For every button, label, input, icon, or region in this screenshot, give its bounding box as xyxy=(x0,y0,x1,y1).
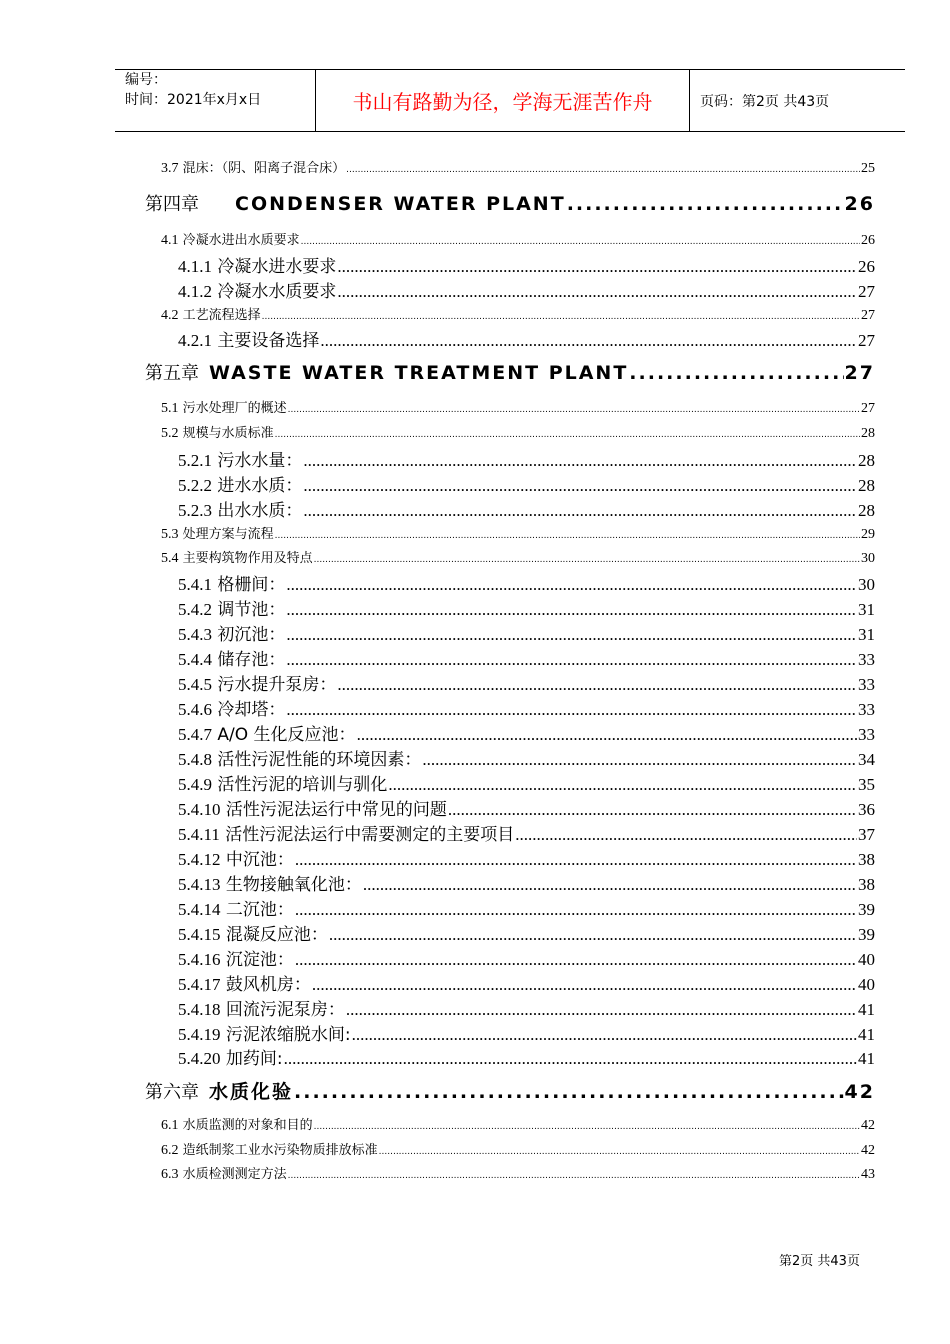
toc-entry[interactable] xyxy=(161,547,875,567)
toc-entry-title xyxy=(161,1163,287,1183)
toc-page-number: 25 xyxy=(861,161,875,176)
toc-entry[interactable] xyxy=(178,695,875,720)
toc-section-title: 格栅间： xyxy=(217,575,286,595)
toc-section-number: 4.2 xyxy=(161,308,179,323)
toc-section-number: 6.1 xyxy=(161,1118,179,1133)
toc-entry-title xyxy=(178,970,311,995)
toc-entry[interactable] xyxy=(178,920,875,945)
toc-section-number: 5.1 xyxy=(161,401,179,416)
toc-section-number: 5.4.18 xyxy=(178,1000,221,1019)
toc-entry-title xyxy=(145,190,566,216)
toc-section-number: 3.7 xyxy=(161,161,179,176)
toc-section-title: 调节池： xyxy=(217,600,286,620)
toc-entry[interactable] xyxy=(178,870,875,895)
toc-dot-leader xyxy=(275,430,860,440)
toc-dot-leader xyxy=(286,600,857,620)
toc-section-number: 5.4.17 xyxy=(178,975,221,994)
toc-page-number: 40 xyxy=(858,950,875,969)
toc-page-number: 33 xyxy=(858,650,875,669)
toc-page-number: 27 xyxy=(858,331,875,350)
toc-dot-leader xyxy=(629,362,843,384)
toc-section-number: 5.4.1 xyxy=(178,575,212,594)
toc-section-number: 5.2.1 xyxy=(178,451,212,470)
toc-entry-title xyxy=(161,422,274,442)
toc-section-number: 5.2.3 xyxy=(178,501,212,520)
toc-dot-leader xyxy=(312,975,857,995)
toc-dot-leader xyxy=(337,675,857,695)
toc-entry[interactable] xyxy=(178,795,875,820)
toc-page-number: 42 xyxy=(844,1081,875,1103)
toc-dot-leader xyxy=(286,625,857,645)
toc-entry-title xyxy=(178,695,285,720)
toc-section-number: 4.1.2 xyxy=(178,282,212,301)
toc-dot-leader xyxy=(288,405,860,415)
toc-page-number: 38 xyxy=(858,850,875,869)
toc-entry-title xyxy=(178,795,447,820)
toc-entry-title xyxy=(161,157,345,177)
toc-entry[interactable] xyxy=(161,523,875,543)
toc-section-title: 混凝反应池： xyxy=(225,925,328,945)
toc-page-number: 26 xyxy=(844,193,875,215)
toc-entry[interactable] xyxy=(178,745,875,770)
toc-entry-title xyxy=(178,945,294,970)
toc-page-number: 26 xyxy=(861,233,875,248)
toc-section-number: 5.2 xyxy=(161,426,179,441)
toc-section-number: 5.4.5 xyxy=(178,675,212,694)
toc-section-number: 5.4.11 xyxy=(178,825,220,844)
toc-page-number: 30 xyxy=(861,551,875,566)
toc-entry-title xyxy=(145,359,628,385)
toc-dot-leader xyxy=(379,1147,860,1157)
toc-section-title: 二沉池： xyxy=(225,900,294,920)
header-page-info: 页码：第2页 共43页 xyxy=(700,93,830,110)
toc-entry-title xyxy=(161,229,300,249)
toc-section-number: 5.4.15 xyxy=(178,925,221,944)
toc-entry[interactable] xyxy=(178,277,875,302)
toc-page-number: 41 xyxy=(858,1049,875,1068)
toc-entry[interactable] xyxy=(145,190,875,216)
toc-dot-leader xyxy=(295,950,857,970)
page-footer: 第2页 共43页 xyxy=(779,1254,860,1269)
toc-dot-leader xyxy=(303,476,857,496)
toc-dot-leader xyxy=(284,1049,857,1069)
toc-entry[interactable] xyxy=(178,1044,875,1069)
toc-chapter-label: 第六章 xyxy=(145,1082,199,1103)
toc-entry[interactable] xyxy=(161,157,875,177)
toc-section-title: 主要设备选择 xyxy=(217,331,320,351)
toc-page-number: 28 xyxy=(858,451,875,470)
toc-page-number: 43 xyxy=(861,1167,875,1182)
toc-section-title: 冷凝水进出水质要求 xyxy=(182,233,300,248)
toc-entry-title xyxy=(178,1044,283,1069)
toc-dot-leader xyxy=(363,875,857,895)
toc-chapter-label: 第五章 xyxy=(145,363,199,384)
toc-chapter-title: CONDENSER WATER PLANT xyxy=(235,193,566,215)
toc-page-number: 34 xyxy=(858,750,875,769)
toc-entry[interactable] xyxy=(178,820,875,845)
toc-section-title: 沉淀池： xyxy=(225,950,294,970)
toc-dot-leader xyxy=(295,850,857,870)
toc-entry[interactable] xyxy=(145,1077,875,1104)
time-label: 时间：2021年x月x日 xyxy=(125,92,262,108)
toc-section-number: 5.4.3 xyxy=(178,625,212,644)
toc-dot-leader xyxy=(295,900,857,920)
toc-entry[interactable] xyxy=(178,770,875,795)
toc-section-title: 造纸制浆工业水污染物质排放标准 xyxy=(182,1143,378,1158)
toc-section-number: 4.2.1 xyxy=(178,331,212,350)
toc-dot-leader xyxy=(288,1171,860,1181)
toc-chapter-label: 第四章 xyxy=(145,194,199,215)
toc-section-title: 加药间: xyxy=(225,1049,283,1069)
toc-section-title: 初沉池： xyxy=(217,625,286,645)
toc-entry-title xyxy=(161,304,261,324)
toc-page-number: 33 xyxy=(858,725,875,744)
toc-page-number: 28 xyxy=(858,501,875,520)
toc-dot-leader xyxy=(262,312,860,322)
toc-section-title: 活性污泥法运行中需要测定的主要项目 xyxy=(225,825,515,845)
toc-entry[interactable] xyxy=(178,970,875,995)
toc-entry-title xyxy=(178,870,362,895)
toc-section-number: 6.2 xyxy=(161,1143,179,1158)
toc-dot-leader xyxy=(303,451,857,471)
toc-dot-leader xyxy=(301,237,860,247)
toc-entry[interactable] xyxy=(178,570,875,595)
toc-page-number: 28 xyxy=(858,476,875,495)
toc-page-number: 33 xyxy=(858,700,875,719)
toc-section-title: 污水处理厂的概述 xyxy=(182,401,287,416)
toc-chapter-title: WASTE WATER TREATMENT PLANT xyxy=(209,362,629,384)
toc-page-number: 30 xyxy=(858,575,875,594)
toc-dot-leader xyxy=(352,1025,857,1045)
toc-page-number: 27 xyxy=(844,362,875,384)
toc-page-number: 39 xyxy=(858,925,875,944)
toc-page-number: 31 xyxy=(858,600,875,619)
toc-page-number: 35 xyxy=(858,775,875,794)
toc-entry[interactable] xyxy=(178,496,875,521)
toc-dot-leader xyxy=(286,700,857,720)
toc-page-number: 26 xyxy=(858,257,875,276)
toc-entry-title xyxy=(178,920,328,945)
toc-entry-title xyxy=(161,397,287,417)
toc-section-number: 5.4.13 xyxy=(178,875,221,894)
toc-page-number: 31 xyxy=(858,625,875,644)
toc-entry-title xyxy=(178,570,285,595)
toc-dot-leader xyxy=(422,750,857,770)
toc-section-title: 活性污泥的培训与驯化 xyxy=(217,775,388,795)
toc-entry-title xyxy=(178,620,285,645)
toc-section-title: 储存池： xyxy=(217,650,286,670)
toc-entry-title xyxy=(161,523,274,543)
toc-entry[interactable] xyxy=(161,1163,875,1183)
toc-dot-leader xyxy=(303,501,857,521)
toc-page-number: 29 xyxy=(861,527,875,542)
toc-entry-title xyxy=(178,995,345,1020)
toc-entry-title xyxy=(178,770,387,795)
toc-page-number: 28 xyxy=(861,426,875,441)
toc-entry-title xyxy=(178,720,356,745)
toc-section-title: 工艺流程选择 xyxy=(182,308,261,323)
toc-section-number: 5.4.9 xyxy=(178,775,212,794)
toc-section-number: 5.2.2 xyxy=(178,476,212,495)
toc-section-title: 主要构筑物作用及特点 xyxy=(182,551,313,566)
toc-entry-title xyxy=(161,1139,378,1159)
toc-entry[interactable] xyxy=(178,252,875,277)
toc-page-number: 41 xyxy=(858,1000,875,1019)
toc-entry[interactable] xyxy=(178,1020,875,1045)
toc-entry-title xyxy=(178,1020,351,1045)
toc-dot-leader xyxy=(337,257,857,277)
toc-section-title: 水质检测测定方法 xyxy=(182,1167,287,1182)
toc-entry-title xyxy=(178,277,336,302)
toc-section-title: 中沉池： xyxy=(225,850,294,870)
toc-entry[interactable] xyxy=(178,895,875,920)
toc-entry-title xyxy=(178,845,294,870)
toc-entry-title xyxy=(145,1077,293,1104)
toc-page-number: 41 xyxy=(858,1025,875,1044)
toc-page-number: 42 xyxy=(861,1118,875,1133)
toc-section-title: A/O 生化反应池： xyxy=(217,725,356,745)
toc-dot-leader xyxy=(346,1000,857,1020)
toc-dot-leader xyxy=(448,800,857,820)
toc-entry-title xyxy=(178,471,302,496)
toc-entry-title xyxy=(178,446,302,471)
toc-entry[interactable] xyxy=(161,304,875,324)
toc-page-number: 36 xyxy=(858,800,875,819)
toc-entry[interactable] xyxy=(161,397,875,417)
toc-dot-leader xyxy=(346,165,860,175)
toc-entry[interactable] xyxy=(161,1139,875,1159)
toc-section-number: 4.1.1 xyxy=(178,257,212,276)
toc-section-number: 5.4.7 xyxy=(178,725,212,744)
toc-section-number: 5.4.2 xyxy=(178,600,212,619)
toc-entry-title xyxy=(178,595,285,620)
toc-section-title: 处理方案与流程 xyxy=(182,527,274,542)
toc-dot-leader xyxy=(314,1122,860,1132)
toc-dot-leader xyxy=(294,1081,844,1103)
toc-page-number: 27 xyxy=(861,308,875,323)
toc-section-title: 冷凝水水质要求 xyxy=(217,282,337,302)
toc-entry[interactable] xyxy=(161,422,875,442)
toc-entry-title xyxy=(178,745,421,770)
toc-page-number: 27 xyxy=(858,282,875,301)
toc-dot-leader xyxy=(275,531,860,541)
toc-section-number: 5.4.10 xyxy=(178,800,221,819)
toc-section-number: 5.4.8 xyxy=(178,750,212,769)
toc-entry[interactable] xyxy=(178,326,875,351)
toc-section-title: 活性污泥性能的环境因素： xyxy=(217,750,422,770)
toc-dot-leader xyxy=(286,650,857,670)
toc-section-title: 冷凝水进水要求 xyxy=(217,257,337,277)
toc-page-number: 37 xyxy=(858,825,875,844)
toc-section-number: 5.4.12 xyxy=(178,850,221,869)
toc-dot-leader xyxy=(314,555,860,565)
toc-section-title: 混床：（阴、阳离子混合床） xyxy=(182,161,346,176)
toc-section-title: 鼓风机房： xyxy=(225,975,311,995)
toc-entry-title xyxy=(161,547,313,567)
toc-section-title: 回流污泥泵房： xyxy=(225,1000,345,1020)
toc-entry-title xyxy=(178,496,302,521)
toc-section-number: 5.4 xyxy=(161,551,179,566)
toc-section-title: 规模与水质标准 xyxy=(182,426,274,441)
toc-section-title: 冷却塔： xyxy=(217,700,286,720)
toc-entry[interactable] xyxy=(145,359,875,385)
toc-section-number: 5.4.16 xyxy=(178,950,221,969)
serial-label: 编号： xyxy=(125,72,167,88)
toc-entry-title xyxy=(178,820,514,845)
toc-page-number: 27 xyxy=(861,401,875,416)
toc-chapter-title: 水质化验 xyxy=(209,1081,294,1103)
toc-entry[interactable] xyxy=(178,446,875,471)
toc-section-number: 6.3 xyxy=(161,1167,179,1182)
toc-page-number: 38 xyxy=(858,875,875,894)
toc-page-number: 42 xyxy=(861,1143,875,1158)
toc-entry[interactable] xyxy=(178,720,875,745)
toc-dot-leader xyxy=(567,193,844,215)
toc-page-number: 39 xyxy=(858,900,875,919)
toc-section-title: 污水水量： xyxy=(217,451,303,471)
toc-entry[interactable] xyxy=(178,645,875,670)
toc-section-title: 进水水质： xyxy=(217,476,303,496)
toc-entry[interactable] xyxy=(178,995,875,1020)
toc-section-title: 水质监测的对象和目的 xyxy=(182,1118,313,1133)
toc-dot-leader xyxy=(515,825,857,845)
toc-section-number: 5.4.6 xyxy=(178,700,212,719)
toc-entry[interactable] xyxy=(161,229,875,249)
toc-section-title: 出水水质： xyxy=(217,501,303,521)
toc-section-number: 4.1 xyxy=(161,233,179,248)
toc-entry-title xyxy=(178,326,319,351)
toc-section-number: 5.4.20 xyxy=(178,1049,221,1068)
toc-entry[interactable] xyxy=(178,471,875,496)
toc-entry-title xyxy=(161,1114,313,1134)
toc-entry[interactable] xyxy=(178,595,875,620)
toc-dot-leader xyxy=(337,282,857,302)
toc-entry[interactable] xyxy=(178,945,875,970)
toc-dot-leader xyxy=(357,725,857,745)
toc-dot-leader xyxy=(329,925,857,945)
toc-section-title: 活性污泥法运行中常见的问题 xyxy=(225,800,447,820)
toc-entry[interactable] xyxy=(178,670,875,695)
toc-page-number: 33 xyxy=(858,675,875,694)
toc-dot-leader xyxy=(320,331,857,351)
toc-section-title: 生物接触氧化池： xyxy=(225,875,362,895)
toc-section-number: 5.4.19 xyxy=(178,1025,221,1044)
toc-section-title: 污水提升泵房： xyxy=(217,675,337,695)
toc-section-number: 5.4.14 xyxy=(178,900,221,919)
toc-entry[interactable] xyxy=(161,1114,875,1134)
toc-entry-title xyxy=(178,895,294,920)
toc-page-number: 40 xyxy=(858,975,875,994)
toc-section-number: 5.4.4 xyxy=(178,650,212,669)
toc-entry-title xyxy=(178,645,285,670)
toc-entry-title xyxy=(178,670,336,695)
toc-dot-leader xyxy=(286,575,857,595)
toc-entry-title xyxy=(178,252,336,277)
toc-dot-leader xyxy=(388,775,857,795)
header-motto: 书山有路勤为径，学海无涯苦作舟 xyxy=(316,70,690,131)
toc-section-title: 污泥浓缩脱水间: xyxy=(225,1025,351,1045)
toc-entry[interactable] xyxy=(178,620,875,645)
toc-section-number: 5.3 xyxy=(161,527,179,542)
toc-entry[interactable] xyxy=(178,845,875,870)
